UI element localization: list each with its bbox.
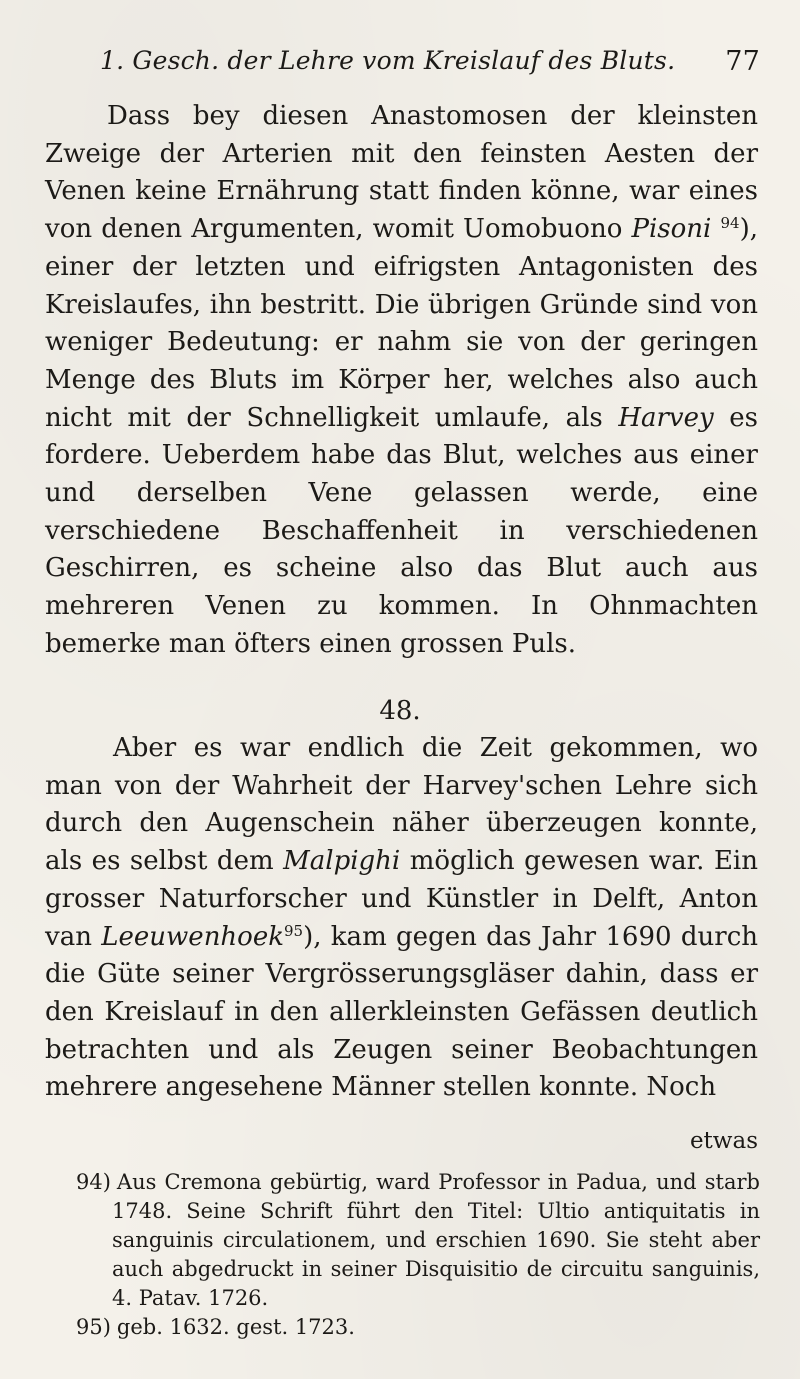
footnote-text: Aus Cremona gebürtig, ward Professor in Padua, und starb 1748. Seine Schrift führt den Titel: Ultio antiquitatis in sanguinis circulationem, und erschien 1690. Sie steht aber auch abgedruckt in seiner Disquisitio de circuitu sanguinis, 4. Patav. 1726. bbox=[112, 1170, 760, 1310]
footnote-95 bbox=[76, 1313, 760, 1342]
section-number: 48. bbox=[379, 696, 421, 726]
running-title: 1. Gesch. der Lehre vom Kreislauf des Bluts. bbox=[100, 46, 676, 75]
paragraph-2 bbox=[45, 730, 758, 1107]
paragraph-2-text-c: ), kam gegen das Jahr 1690 durch die Güte seiner Vergrösserungsgläser dahin, dass er den Kreislauf in den allerkleinsten Gefässen deutlich betrachten und als Zeugen seiner Beobachtungen mehrere angesehene Männer stellen konnte. Noch bbox=[45, 921, 759, 1103]
page-number: 77 bbox=[725, 46, 760, 77]
footnote-ref-94[interactable]: 94 bbox=[720, 214, 740, 233]
page-header bbox=[100, 40, 760, 84]
footnote-text: geb. 1632. gest. 1723. bbox=[116, 1315, 355, 1339]
footnote-94 bbox=[76, 1168, 760, 1313]
catchword: etwas bbox=[689, 1128, 758, 1154]
paragraph-2-text-b: möglich gewesen war. Ein grosser Naturforscher und Künstler in Delft, Anton van bbox=[45, 846, 758, 952]
footnote-marker: 95) bbox=[76, 1315, 111, 1339]
paragraph-1-text-a: Dass bey diesen Anastomosen der kleinsten Zweige der Arterien mit den feinsten Aesten der Venen keine Ernährung statt finden könne, war eines von denen Argumenten, womit Uomobuono bbox=[45, 101, 758, 245]
footnote-ref-95[interactable]: 95 bbox=[283, 921, 304, 940]
paragraph-1-text-c: es fordere. Ueberdem habe das Blut, welches aus einer und derselben Vene gelassen werde, eine verschiedene Beschaffenheit in verschiedenen Geschirren, es scheine also das Blut auch aus mehreren Venen zu kommen. In Ohnmachten bemerke man öfters einen grossen Puls. bbox=[45, 402, 758, 659]
paragraph-1 bbox=[45, 98, 758, 664]
footnote-marker: 94) bbox=[76, 1170, 111, 1194]
paragraph-1-text-b: ), einer der letzten und eifrigsten Antagonisten des Kreislaufes, ihn bestritt. Die übrigen Gründe sind von weniger Bedeutung: er nahm sie von der geringen Menge des Bluts im Körper her, welches also auch nicht mit der Schnelligkeit umlaufe, als bbox=[45, 214, 758, 433]
name-leeuwenhoek: Leeuwenhoek bbox=[101, 921, 284, 952]
name-malpighi: Malpighi bbox=[283, 846, 401, 877]
footnotes bbox=[76, 1168, 760, 1342]
name-harvey: Harvey bbox=[618, 402, 714, 433]
paragraph-2-text-a: Aber es war endlich die Zeit gekommen, wo man von der Wahrheit der Harvey'schen Lehre sich durch den Augenschein näher überzeugen konnte, als es selbst dem bbox=[45, 733, 758, 877]
name-pisoni: Pisoni bbox=[631, 214, 712, 245]
